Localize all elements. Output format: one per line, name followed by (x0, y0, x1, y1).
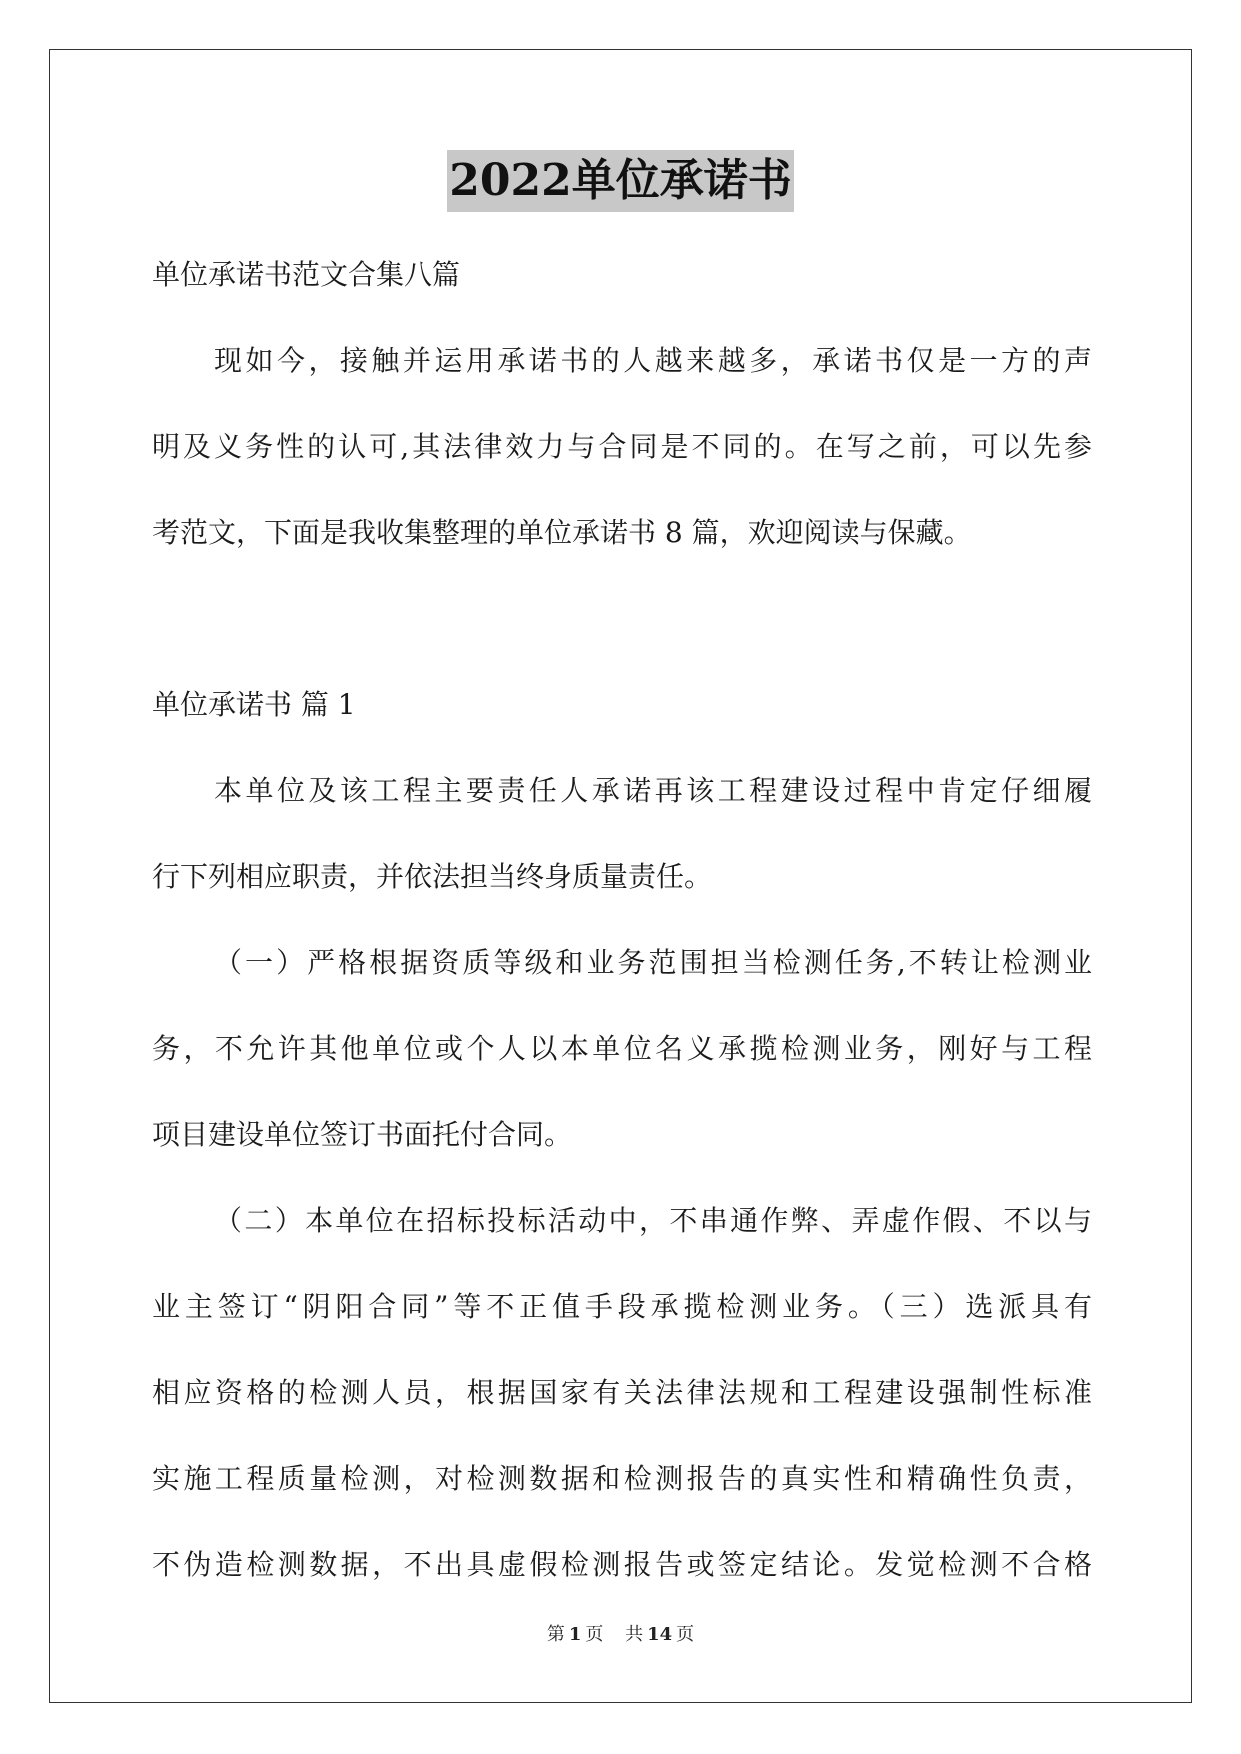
intro-line: 现如今，接触并运用承诺书的人越来越多，承诺书仅是一方的声 (214, 344, 1092, 377)
paragraph-line: 本单位及该工程主要责任人承诺再该工程建设过程中肯定仔细履 (214, 774, 1092, 807)
paragraph-3 (152, 1178, 1092, 1608)
section-spacer (152, 576, 1092, 662)
paragraph-line: 业主签订“阴阳合同”等不正值手段承揽检测业务。（三）选派具有 (152, 1290, 1092, 1323)
page-number: 1 (568, 1624, 582, 1645)
page-footer (0, 1620, 1241, 1646)
paragraph-line: （一）严格根据资质等级和业务范围担当检测任务,不转让检测业 (214, 946, 1092, 979)
document-body (152, 232, 1092, 1608)
paragraph-line: 项目建设单位签订书面托付合同。 (152, 1118, 573, 1151)
paragraph-line: 行下列相应职责，并依法担当终身质量责任。 (152, 860, 713, 893)
total-prefix: 共 (625, 1624, 644, 1645)
document-subtitle: 单位承诺书范文合集八篇 (152, 258, 461, 291)
intro-paragraph (152, 318, 1092, 576)
paragraph-1 (152, 748, 1092, 920)
page-prefix: 第 (546, 1624, 565, 1645)
paragraph-2 (152, 920, 1092, 1178)
page-suffix: 页 (585, 1624, 604, 1645)
document-title: 2022单位承诺书 (447, 150, 793, 212)
intro-line: 明及义务性的认可,其法律效力与合同是不同的。在写之前，可以先参 (152, 430, 1092, 463)
total-indicator (621, 1624, 698, 1645)
title-container (0, 150, 1241, 212)
paragraph-line: 务，不允许其他单位或个人以本单位名义承揽检测业务，刚好与工程 (152, 1032, 1092, 1065)
intro-line: 考范文，下面是我收集整理的单位承诺书 8 篇，欢迎阅读与保藏。 (152, 516, 972, 549)
paragraph-line: 相应资格的检测人员，根据国家有关法律法规和工程建设强制性标准 (152, 1376, 1092, 1409)
page-indicator (543, 1624, 608, 1645)
paragraph-line: 实施工程质量检测，对检测数据和检测报告的真实性和精确性负责， (152, 1462, 1092, 1495)
paragraph-line: （二）本单位在招标投标活动中，不串通作弊、弄虚作假、不以与 (214, 1204, 1092, 1237)
total-pages: 14 (647, 1624, 673, 1645)
section-heading: 单位承诺书 篇 1 (152, 688, 356, 721)
total-suffix: 页 (676, 1624, 695, 1645)
paragraph-line: 不伪造检测数据，不出具虚假检测报告或签定结论。发觉检测不合格 (152, 1548, 1092, 1581)
